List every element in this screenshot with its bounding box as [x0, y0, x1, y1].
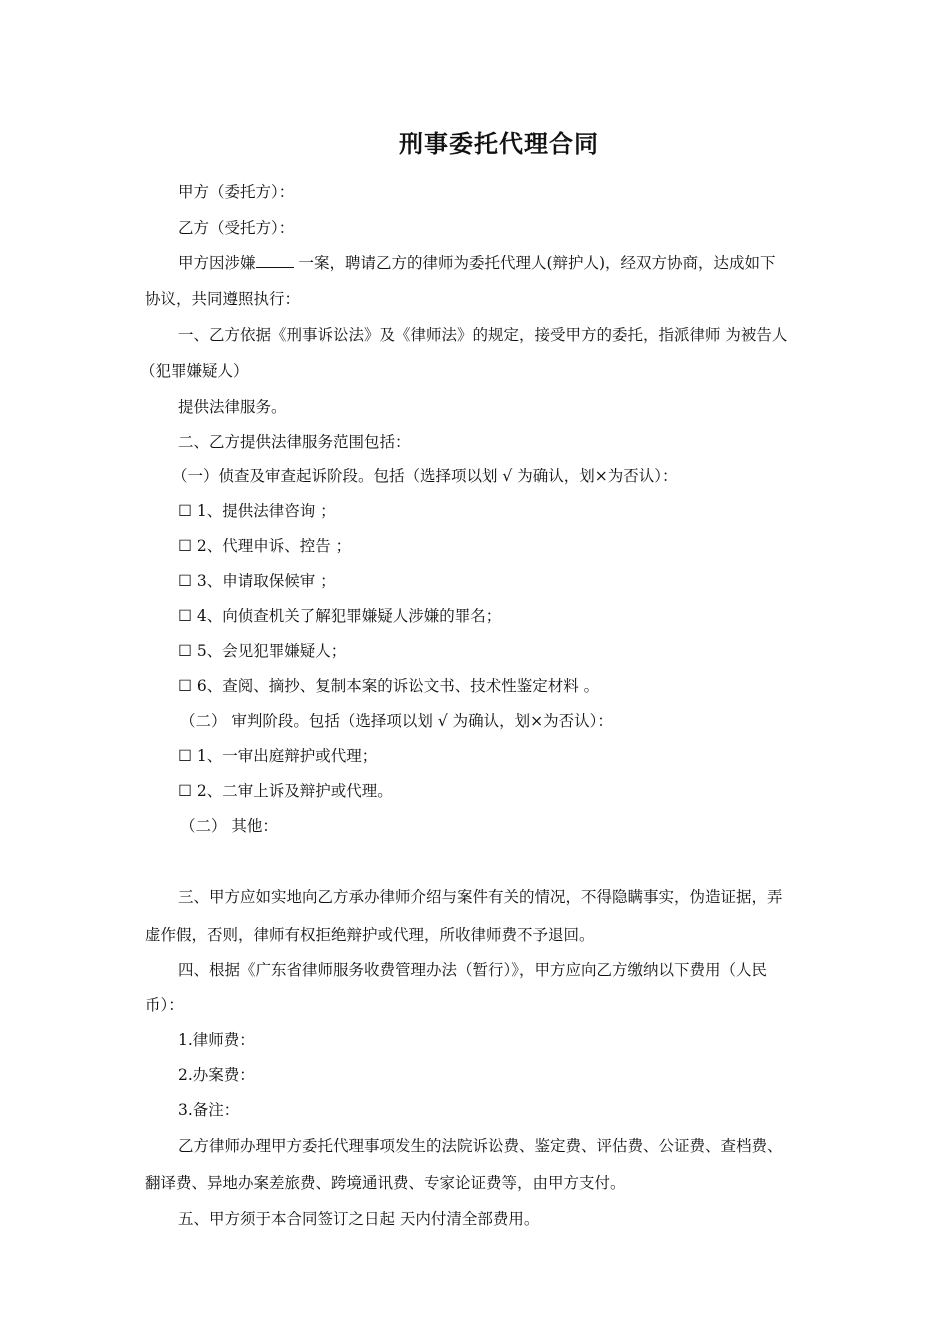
stage1-item-label: 2、代理申诉、控告 ； — [196, 537, 352, 555]
intro-text-a: 甲方因涉嫌 — [178, 254, 256, 272]
stage1-item-5 — [178, 641, 346, 661]
stage2-item-2 — [178, 781, 393, 801]
stage1-heading: （一）侦查及审查起诉阶段。包括（选择项以划 √ 为确认，划×为否认）： — [172, 467, 678, 485]
stage2-heading: （二） 审判阶段。包括（选择项以划 √ 为确认，划×为否认）： — [180, 712, 613, 730]
clause4-line-2: 币）： — [145, 996, 184, 1014]
intro-line-1 — [178, 253, 776, 273]
clause2-heading: 二、乙方提供法律服务范围包括： — [178, 433, 411, 451]
clause1-line-2: （犯罪嫌疑人） — [140, 362, 249, 380]
clause3-line-2: 虚作假，否则，律师有权拒绝辩护或代理，所收律师费不予退回。 — [145, 926, 595, 944]
stage1-item-3 — [178, 571, 336, 591]
stage1-item-label: 3、申请取保候审 ； — [196, 572, 336, 590]
fee-item-2: 2.办案费： — [178, 1066, 255, 1084]
checkbox-icon[interactable]: ☐ — [178, 782, 192, 800]
intro-line-2: 协议，共同遵照执行： — [145, 290, 301, 308]
intro-text-b: 一案，聘请乙方的律师为委托代理人(辩护人)，经双方协商，达成如下 — [298, 254, 776, 272]
stage1-item-6 — [178, 676, 599, 696]
clause4-line-1: 四、根据《广东省律师服务收费管理办法（暂行）》，甲方应向乙方缴纳以下费用（人民 — [178, 961, 768, 979]
stage1-item-2 — [178, 536, 351, 556]
clause5-line: 五、甲方须于本合同签订之日起 天内付清全部费用。 — [178, 1210, 540, 1228]
note-line-2: 翻译费、异地办案差旅费、跨境通讯费、专家论证费等，由甲方支付。 — [145, 1174, 626, 1192]
stage1-item-4 — [178, 606, 501, 626]
checkbox-icon[interactable]: ☐ — [178, 677, 192, 695]
stage1-item-1 — [178, 501, 336, 521]
fee-item-3: 3.备注： — [178, 1101, 240, 1119]
checkbox-icon[interactable]: ☐ — [178, 502, 192, 520]
stage2-item-label: 1、一审出庭辩护或代理； — [196, 747, 378, 765]
stage3-heading: （二） 其他： — [180, 817, 278, 835]
note-line-1: 乙方律师办理甲方委托代理事项发生的法院诉讼费、鉴定费、评估费、公证费、查档费、 — [178, 1137, 783, 1155]
checkbox-icon[interactable]: ☐ — [178, 642, 192, 660]
clause1-line-1: 一、乙方依据《刑事诉讼法》及《律师法》的规定，接受甲方的委托，指派律师 为被告人 — [178, 326, 788, 344]
stage1-item-label: 6、查阅、摘抄、复制本案的诉讼文书、技术性鉴定材料 。 — [196, 677, 600, 695]
checkbox-icon[interactable]: ☐ — [178, 607, 192, 625]
clause3-line-1: 三、甲方应如实地向乙方承办律师介绍与案件有关的情况，不得隐瞒事实，伪造证据，弄 — [178, 888, 783, 906]
checkbox-icon[interactable]: ☐ — [178, 537, 192, 555]
offense-blank — [256, 253, 294, 268]
clause1-line-3: 提供法律服务。 — [178, 398, 287, 416]
fee-item-1: 1.律师费： — [178, 1031, 255, 1049]
checkbox-icon[interactable]: ☐ — [178, 572, 192, 590]
stage1-item-label: 5、会见犯罪嫌疑人； — [196, 642, 347, 660]
stage2-item-label: 2、二审上诉及辩护或代理。 — [196, 782, 393, 800]
stage1-item-label: 1、提供法律咨询 ； — [196, 502, 336, 520]
stage1-item-label: 4、向侦查机关了解犯罪嫌疑人涉嫌的罪名； — [196, 607, 502, 625]
stage2-item-1 — [178, 746, 377, 766]
party-b-line: 乙方（受托方）： — [178, 219, 295, 237]
party-a-line: 甲方（委托方）： — [178, 183, 295, 201]
checkbox-icon[interactable]: ☐ — [178, 747, 192, 765]
document-title: 刑事委托代理合同 — [399, 130, 599, 158]
